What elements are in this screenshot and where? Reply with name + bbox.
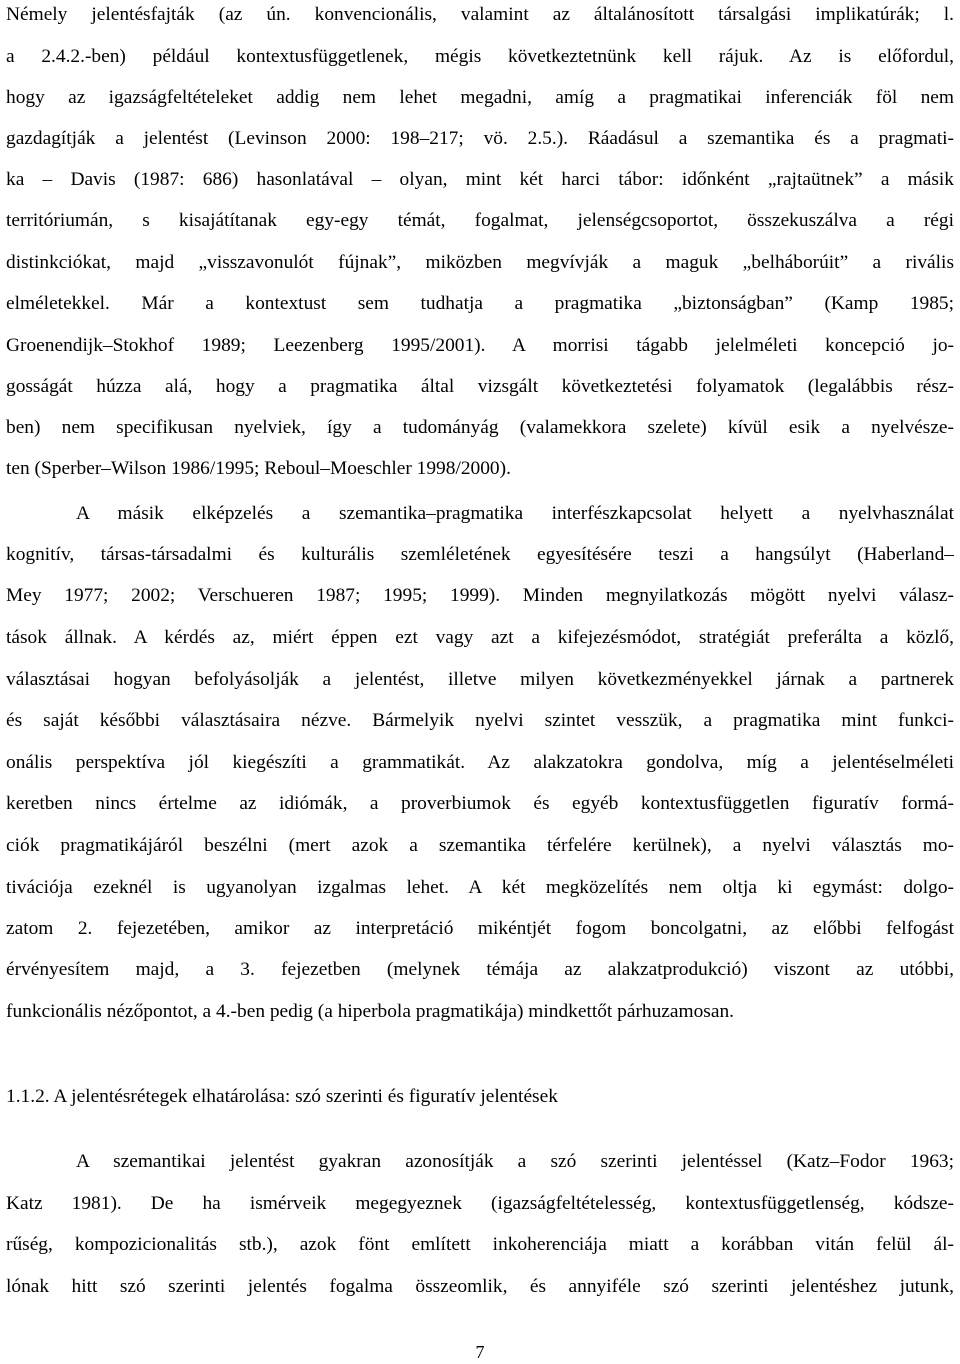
text-line: Némely jelentésfajták (az ún. konvencionális, valamint az általánosított társalgási implikatúrák; l. xyxy=(6,4,954,25)
paragraph-first-line: A másik elképzelés a szemantika–pragmatika interfészkapcsolat helyett a nyelvhasználat xyxy=(76,503,954,524)
text-line: zatom 2. fejezetében, amikor az interpretáció mikéntjét fogom boncolgatni, az előbbi felfogást xyxy=(6,918,954,939)
text-line: keretben nincs értelme az idiómák, a proverbiumok és egyéb kontextusfüggetlen figuratív formá- xyxy=(6,793,954,814)
text-line: hogy az igazságfeltételeket addig nem lehet megadni, amíg a pragmatikai inferenciák föl nem xyxy=(6,87,954,108)
text-line: érvényesítem majd, a 3. fejezetben (melynek témája az alakzatprodukció) viszont az utóbbi, xyxy=(6,959,954,980)
text-line: distinkciókat, majd „visszavonulót fújnak”, miközben megvívják a maguk „belháborúit” a rivális xyxy=(6,252,954,273)
text-line: gazdagítják a jelentést (Levinson 2000: 198–217; vö. 2.5.). Ráadásul a szemantika és a pragmati- xyxy=(6,128,954,149)
page-number: 7 xyxy=(475,1342,485,1362)
text-line: onális perspektíva jól kiegészíti a grammatikát. Az alakzatokra gondolva, míg a jelentéselméleti xyxy=(6,752,954,773)
text-line: választásai hogyan befolyásolják a jelentést, illetve milyen következményekkel járnak a partnerek xyxy=(6,669,954,690)
section-heading: 1.1.2. A jelentésrétegek elhatárolása: szó szerinti és figuratív jelentések xyxy=(6,1086,558,1107)
text-line: territóriumán, s kisajátítanak egy-egy témát, fogalmat, jelenségcsoportot, összekuszálva a régi xyxy=(6,210,954,231)
text-line: ten (Sperber–Wilson 1986/1995; Reboul–Moeschler 1998/2000). xyxy=(6,458,511,479)
text-line: gosságát húzza alá, hogy a pragmatika által vizsgált következtetési folyamatok (legalábbis rész- xyxy=(6,376,954,397)
text-line: rűség, kompozicionalitás stb.), azok fönt említett inkoherenciája miatt a korábban vitán felül ál- xyxy=(6,1234,954,1255)
text-line: ciók pragmatikájáról beszélni (mert azok a szemantika térfelére kerülnek), a nyelvi választás mo- xyxy=(6,835,954,856)
text-line: Mey 1977; 2002; Verschueren 1987; 1995; 1999). Minden megnyilatkozás mögött nyelvi válasz- xyxy=(6,585,954,606)
text-line: Katz 1981). De ha ismérveik megegyeznek (igazságfeltételesség, kontextusfüggetlenség, kódsze- xyxy=(6,1193,954,1214)
text-line: elméletekkel. Már a kontextust sem tudhatja a pragmatika „biztonságban” (Kamp 1985; xyxy=(6,293,954,314)
text-line: ben) nem specifikusan nyelviek, így a tudományág (valamekkora szelete) kívül esik a nyelvésze- xyxy=(6,417,954,438)
text-line: Groenendijk–Stokhof 1989; Leezenberg 1995/2001). A morrisi tágabb jelelméleti koncepció jo- xyxy=(6,335,954,356)
text-line: tivációja ezeknél is ugyanolyan izgalmas lehet. A két megközelítés nem oltja ki egymást: dolgo- xyxy=(6,877,954,898)
text-line: a 2.4.2.-ben) például kontextusfüggetlenek, mégis következtetnünk kell rájuk. Az is előfordul, xyxy=(6,46,954,67)
text-line: kognitív, társas-társadalmi és kulturális szemléletének egyesítésére teszi a hangsúlyt (Haberland– xyxy=(6,544,954,565)
text-line: lónak hitt szó szerinti jelentés fogalma összeomlik, és annyiféle szó szerinti jelentéshez jutunk, xyxy=(6,1276,954,1297)
text-line: és saját későbbi választásaira nézve. Bármelyik nyelvi szintet vesszük, a pragmatika mint funkci- xyxy=(6,710,954,731)
text-line: tások állnak. A kérdés az, miért éppen ezt vagy azt a kifejezésmódot, stratégiát preferálta a közlő, xyxy=(6,627,954,648)
text-line: funkcionális nézőpontot, a 4.-ben pedig (a hiperbola pragmatikája) mindkettőt párhuzamosan. xyxy=(6,1001,734,1022)
text-line: ka – Davis (1987: 686) hasonlatával – olyan, mint két harci tábor: időnként „rajtaütnek” a másik xyxy=(6,169,954,190)
paragraph-first-line: A szemantikai jelentést gyakran azonosítják a szó szerinti jelentéssel (Katz–Fodor 1963; xyxy=(76,1151,954,1172)
